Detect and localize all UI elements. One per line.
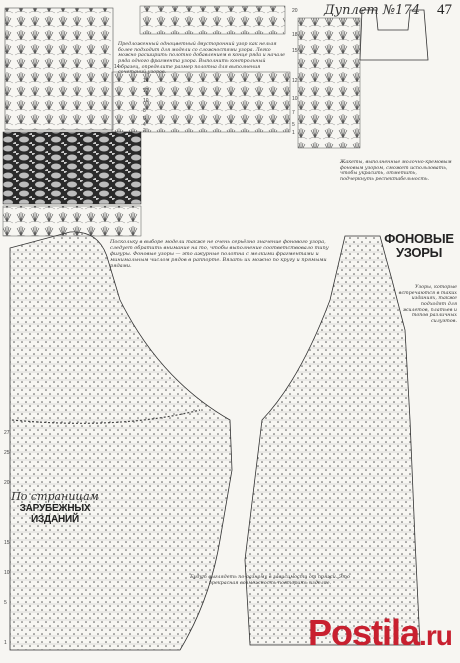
row-number: 6	[143, 116, 146, 122]
page-number: 47	[437, 2, 452, 18]
magazine-title: Дуплет №174	[323, 3, 420, 18]
row-number: 14	[143, 78, 149, 84]
row-number: 1	[4, 640, 7, 646]
row-number: 5	[292, 122, 295, 128]
row-number: 10	[143, 98, 149, 104]
row-number: 15	[292, 48, 298, 54]
row-number: 10	[292, 96, 298, 102]
row-number: 7	[292, 110, 295, 116]
row-number: 20	[292, 8, 298, 14]
watermark-text: Postila	[308, 612, 420, 653]
row-number: 4	[143, 122, 146, 128]
row-number: 15	[4, 540, 10, 546]
foreign-editions-script: По страницам	[11, 490, 99, 503]
site-watermark	[308, 612, 452, 654]
main-article-text: Поскольку в выборе модели также не очень серьёзно значение фонового узора, следует обратить внимание на то, чтобы выполнение соответствовало типу фигуры. Фоновые узоры — это ажурные полотна с мелкими фрагментами и минимальным числом рядов в раппорте. Вязать их можно по кругу и прямыми рядами.	[110, 239, 329, 269]
right-column-text: Узоры, которые встречаются в таких изданиях, также подходят для жилетов, платьев и топов различных силуэтов.	[398, 285, 457, 324]
row-number: 18	[292, 32, 298, 38]
row-number: 1	[292, 130, 295, 136]
foreign-editions-bold: ЗАРУБЕЖНЫХ ИЗДАНИЙ	[19, 503, 91, 525]
row-number: 8	[143, 108, 146, 114]
row-number: 12	[143, 88, 149, 94]
vest-note-text: Жакеты, выполненные молочно-кремовым фоновым узором, сможет использовать, чтобы украсить, отметить, подчеркнуть респектабельность.	[340, 160, 452, 182]
row-number: 14	[114, 64, 120, 70]
row-number: 5	[4, 600, 7, 606]
row-number: 2	[143, 128, 146, 134]
section-title: ФОНОВЫЕ УЗОРЫ	[384, 231, 454, 260]
bottom-text: Будут выглядеть по-разному в зависимости от пряжи. Это прекрасная возможность повторить изделие.	[190, 575, 350, 586]
row-number: 25	[4, 450, 10, 456]
intro-text: Предложенный одноцветный двусторонний узор как нельзя более подходит для модели со сложностями узора. Легко можно расширить полотно добавлением в конце ряда и начале ряда одного фрагмента узора. Выполнить контрольный образец, определите размер полотна для выполнения сочетаний узоров.	[118, 42, 285, 76]
row-number: 10	[4, 570, 10, 576]
row-number: 20	[4, 480, 10, 486]
row-number: 27	[4, 430, 10, 436]
row-number: 12	[292, 78, 298, 84]
watermark-suffix: .ru	[419, 620, 452, 651]
